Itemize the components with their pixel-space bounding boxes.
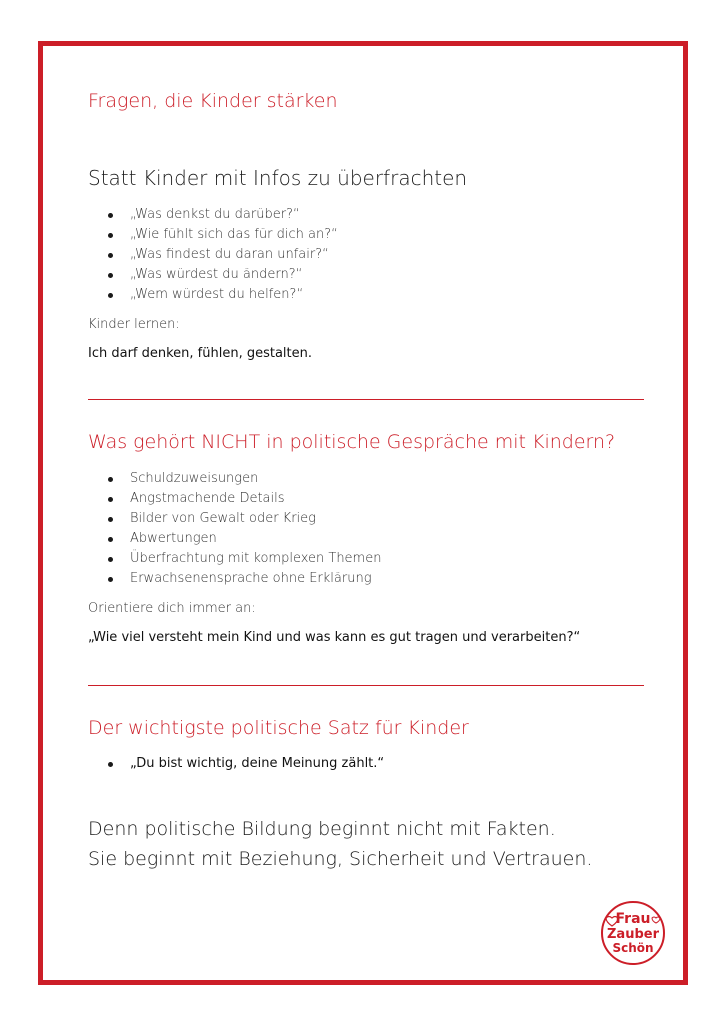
not-included-list (108, 469, 381, 589)
bullet-icon (108, 233, 113, 238)
list-item: Schuldzuweisungen (108, 469, 381, 489)
bullet-icon (108, 557, 113, 562)
list-item: „Du bist wichtig, deine Meinung zählt.“ (108, 754, 384, 774)
section-heading-questions: Fragen, die Kinder stärken (88, 90, 338, 112)
section-divider (88, 399, 644, 400)
list-item: „Wie fühlt sich das für dich an?“ (108, 225, 338, 245)
section-takeaway: „Wie viel versteht mein Kind und was kann es gut tragen und verarbeiten?“ (88, 630, 581, 645)
list-item: Bilder von Gewalt oder Krieg (108, 509, 381, 529)
bullet-icon (108, 253, 113, 258)
list-item: Abwertungen (108, 529, 381, 549)
bullet-icon (108, 293, 113, 298)
closing-line-1: Denn politische Bildung beginnt nicht mit Fakten. (88, 818, 556, 840)
logo-line-3: Schön (612, 941, 654, 955)
bullet-icon (108, 477, 113, 482)
questions-list (108, 205, 338, 305)
section-divider (88, 685, 644, 686)
section-lead: Orientiere dich immer an: (88, 601, 256, 616)
frau-zauber-schoen-logo (594, 898, 672, 968)
section-takeaway: Ich darf denken, fühlen, gestalten. (88, 346, 313, 361)
list-item: „Was denkst du darüber?“ (108, 205, 338, 225)
list-item: „Was würdest du ändern?“ (108, 265, 338, 285)
bullet-icon (108, 213, 113, 218)
list-item: „Was findest du daran unfair?“ (108, 245, 338, 265)
key-sentence-list (108, 754, 384, 774)
section-heading-key-sentence: Der wichtigste politische Satz für Kinder (88, 717, 469, 739)
bullet-icon (108, 537, 113, 542)
logo-line-2: Zauber (607, 927, 659, 942)
closing-line-2: Sie beginnt mit Beziehung, Sicherheit und Vertrauen. (88, 848, 593, 870)
bullet-icon (108, 497, 113, 502)
bullet-icon (108, 517, 113, 522)
section-subheading: Statt Kinder mit Infos zu überfrachten (88, 166, 468, 190)
bullet-icon (108, 577, 113, 582)
section-heading-not-included: Was gehört NICHT in politische Gespräche mit Kindern? (88, 431, 616, 453)
logo-line-1: Frau (615, 911, 651, 927)
list-item: Erwachsenensprache ohne Erklärung (108, 569, 381, 589)
list-item: Überfrachtung mit komplexen Themen (108, 549, 381, 569)
list-item: Angstmachende Details (108, 489, 381, 509)
bullet-icon (108, 762, 113, 767)
list-item: „Wem würdest du helfen?“ (108, 285, 338, 305)
bullet-icon (108, 273, 113, 278)
heart-icon (652, 917, 660, 923)
section-lead: Kinder lernen: (88, 317, 180, 332)
